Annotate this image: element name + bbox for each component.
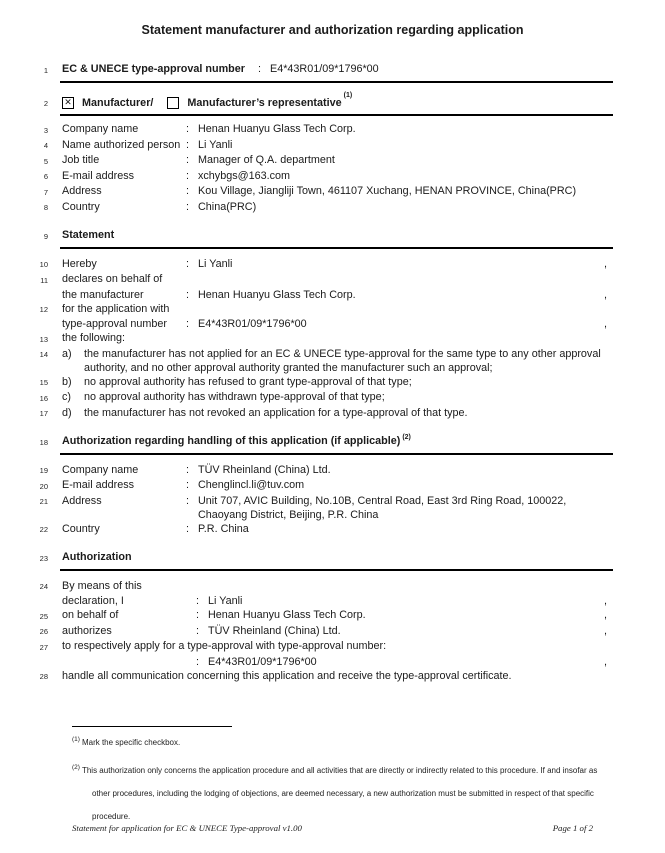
line-number: 4	[43, 141, 48, 150]
colon: :	[186, 479, 189, 491]
statement-heading-row	[36, 228, 613, 244]
line-number: 27	[39, 642, 48, 652]
field-label: EC & UNECE type-approval number	[62, 63, 245, 75]
colon: :	[186, 318, 189, 330]
line-number: 22	[39, 525, 48, 534]
line-number: 8	[43, 203, 48, 212]
authorization-heading-row	[36, 550, 613, 566]
agent-address-row	[36, 494, 613, 522]
statement-item-c	[36, 390, 613, 406]
line-number: 11	[40, 275, 48, 285]
field-value-line2: Chaoyang District, Beijing, P.R. China	[198, 508, 379, 521]
email-row	[36, 169, 613, 185]
field-label: declares on behalf of	[62, 273, 163, 285]
item-text: the manufacturer has not revoked an application for a type-approval of that type.	[84, 406, 468, 419]
authorization-row	[36, 579, 613, 595]
item-text: no approval authority has withdrawn type-approval of that type;	[84, 391, 385, 403]
item-letter: a)	[62, 347, 72, 360]
representative-checkbox-label: Manufacturer’s representative	[187, 96, 342, 109]
manufacturer-checkbox-checked	[62, 97, 74, 109]
field-label: E-mail address	[62, 479, 135, 491]
colon: :	[186, 154, 189, 166]
field-label: on behalf of	[62, 609, 119, 621]
field-label: By means of this	[62, 579, 142, 592]
line-number: 12	[39, 305, 48, 314]
line-number: 18	[39, 437, 48, 447]
footnote-separator	[72, 726, 232, 727]
line-number: 20	[39, 481, 48, 491]
colon: :	[186, 138, 189, 151]
address-row	[36, 184, 613, 200]
field-value: Kou Village, Jiangliji Town, 461107 Xuchang, HENAN PROVINCE, China(PRC)	[198, 185, 577, 197]
section-heading	[62, 434, 411, 448]
line-number: 17	[39, 409, 48, 418]
trailing-comma: ,	[604, 257, 607, 270]
field-label: Address	[62, 185, 102, 197]
field-value: Li Yanli	[198, 138, 233, 151]
colon: :	[196, 609, 199, 621]
footer-document-name: Statement for application for EC & UNECE Type-approval v1.00	[72, 823, 302, 833]
colon: :	[186, 494, 189, 507]
field-value: Henan Huanyu Glass Tech Corp.	[198, 288, 356, 301]
footnotes-block	[72, 726, 603, 828]
statement-item-d	[36, 406, 613, 422]
field-label: Country	[62, 200, 100, 213]
colon: :	[186, 123, 189, 135]
colon: :	[186, 169, 189, 182]
field-value: Henan Huanyu Glass Tech Corp.	[208, 609, 366, 621]
line-number: 19	[39, 466, 48, 475]
item-letter: b)	[62, 375, 72, 388]
authorization-row	[36, 669, 613, 685]
authorization-row	[36, 594, 613, 608]
item-letter: d)	[62, 406, 72, 419]
company-name-row	[36, 122, 613, 138]
field-value: Manager of Q.A. department	[198, 154, 335, 166]
line-number	[36, 655, 62, 657]
field-value: E4*43R01/09*1796*00	[208, 655, 317, 668]
line-number: 24	[39, 582, 48, 591]
statement-row	[36, 288, 613, 302]
field-label: Hereby	[62, 257, 97, 270]
item-text: the manufacturer has not applied for an EC & UNECE type-approval for the same type to any other approval authority, and no other approval authority granted the manufacturer such an approval;	[84, 347, 601, 374]
colon: :	[186, 522, 189, 535]
field-value: Chenglincl.li@tuv.com	[198, 479, 305, 491]
line-number: 9	[43, 231, 48, 241]
colon: :	[258, 63, 261, 75]
country-row	[36, 200, 613, 216]
footnote-2	[72, 759, 603, 828]
line-number: 15	[39, 378, 48, 387]
colon: :	[186, 257, 189, 270]
agent-company-row	[36, 463, 613, 479]
field-value: China(PRC)	[198, 200, 257, 213]
field-value-multiline	[198, 494, 566, 522]
line-number	[36, 594, 62, 596]
field-label: Country	[62, 522, 100, 535]
field-value: P.R. China	[198, 522, 249, 535]
trailing-comma: ,	[604, 655, 607, 668]
item-letter: c)	[62, 391, 71, 403]
footer-page-number: Page 1 of 2	[552, 823, 593, 833]
field-value: TÜV Rheinland (China) Ltd.	[198, 463, 331, 476]
agent-email-row	[36, 478, 613, 494]
colon: :	[186, 200, 189, 213]
field-label: Address	[62, 494, 102, 507]
line-number: 23	[39, 553, 48, 563]
statement-item-a	[36, 347, 613, 375]
job-title-row	[36, 153, 613, 169]
field-label: to respectively apply for a type-approval with type-approval number:	[62, 640, 387, 652]
section-heading: Statement	[62, 229, 115, 241]
field-value: xchybgs@163.com	[198, 169, 290, 182]
field-value: Henan Huanyu Glass Tech Corp.	[198, 123, 356, 135]
statement-row	[36, 302, 613, 318]
colon: :	[186, 463, 189, 476]
authorized-person-row	[36, 138, 613, 154]
check-x-icon: ✕	[64, 97, 72, 107]
field-label: handle all communication concerning this application and receive the type-approval certificate.	[62, 669, 512, 682]
line-number: 25	[39, 611, 48, 621]
field-label: E-mail address	[62, 169, 135, 182]
line-number: 16	[39, 393, 48, 403]
footnote-1-text: Mark the specific checkbox.	[81, 738, 181, 747]
authorization-handling-heading-row	[36, 434, 613, 450]
line-number: 13	[39, 334, 48, 344]
line-number: 21	[39, 497, 48, 506]
manufacturer-choice-row: 2 ✕ Manufacturer/ Manufacturer’s representative (1)	[36, 96, 613, 112]
colon: :	[186, 185, 189, 197]
footnote-1	[72, 736, 603, 750]
line-number: 6	[43, 172, 48, 181]
manufacturer-checkbox-label: Manufacturer/	[82, 96, 154, 109]
field-value: TÜV Rheinland (China) Ltd.	[208, 624, 341, 637]
trailing-comma: ,	[604, 624, 607, 637]
colon: :	[196, 595, 199, 607]
field-value-line1: Unit 707, AVIC Building, No.10B, Central Road, East 3rd Ring Road, 100022,	[198, 494, 567, 507]
line-number: 7	[43, 187, 48, 197]
footnote-ref-2: (2)	[402, 434, 411, 442]
field-label: authorizes	[62, 624, 112, 637]
field-label: the manufacturer	[62, 288, 144, 301]
agent-country-row	[36, 522, 613, 538]
authorization-row	[36, 624, 613, 640]
authorization-row	[36, 608, 613, 624]
document-title: Statement manufacturer and authorization regarding application	[141, 23, 524, 37]
section-heading: Authorization	[62, 551, 132, 563]
colon: :	[186, 288, 189, 301]
statement-row	[36, 331, 613, 347]
authorization-row	[36, 655, 613, 669]
representative-checkbox-unchecked	[167, 97, 179, 109]
statement-row	[36, 317, 613, 331]
field-label: Company name	[62, 123, 139, 135]
line-number	[36, 317, 62, 319]
statement-item-b	[36, 375, 613, 391]
authorization-row	[36, 639, 613, 655]
colon: :	[196, 655, 199, 668]
footnote-1-ref: (1)	[72, 736, 80, 744]
line-number: 10	[39, 260, 48, 269]
field-label: for the application with	[62, 302, 170, 315]
field-label: type-approval number	[62, 318, 168, 330]
line-number: 26	[39, 627, 48, 636]
trailing-comma: ,	[604, 288, 607, 301]
field-value: Li Yanli	[198, 257, 233, 270]
page-footer	[72, 821, 593, 835]
trailing-comma: ,	[604, 609, 607, 621]
field-label: Job title	[62, 154, 100, 166]
line-number: 28	[39, 672, 48, 681]
field-label: the following:	[62, 332, 126, 344]
line-number: 1	[43, 65, 48, 75]
item-text: no approval authority has refused to grant type-approval of that type;	[84, 375, 412, 388]
colon: :	[196, 624, 199, 637]
field-label: Name authorized person	[62, 138, 181, 151]
field-value: E4*43R01/09*1796*00	[270, 63, 379, 75]
statement-row	[36, 257, 613, 273]
line-number	[36, 288, 62, 290]
line-number: 5	[43, 156, 48, 166]
trailing-comma: ,	[604, 595, 607, 607]
line-number: 3	[43, 125, 48, 135]
statement-row	[36, 272, 613, 288]
field-value: E4*43R01/09*1796*00	[198, 318, 307, 330]
type-approval-number-row	[36, 62, 613, 78]
field-label: declaration, I	[62, 595, 124, 607]
footnote-2-text: This authorization only concerns the application procedure and all activities that are directly or indirectly related to this procedure. If and insofar as other procedures, including the lodging of objections, are deemed necessary, a new authorization must be submitted in respect of that specific procedure.	[81, 766, 598, 821]
footnote-2-ref: (2)	[72, 764, 80, 772]
field-value: Li Yanli	[208, 595, 243, 607]
line-number: 2	[43, 99, 48, 108]
trailing-comma: ,	[604, 318, 607, 330]
section-heading-text: Authorization regarding handling of this application (if applicable)	[62, 435, 401, 447]
field-label: Company name	[62, 463, 139, 476]
line-number: 14	[39, 350, 48, 359]
